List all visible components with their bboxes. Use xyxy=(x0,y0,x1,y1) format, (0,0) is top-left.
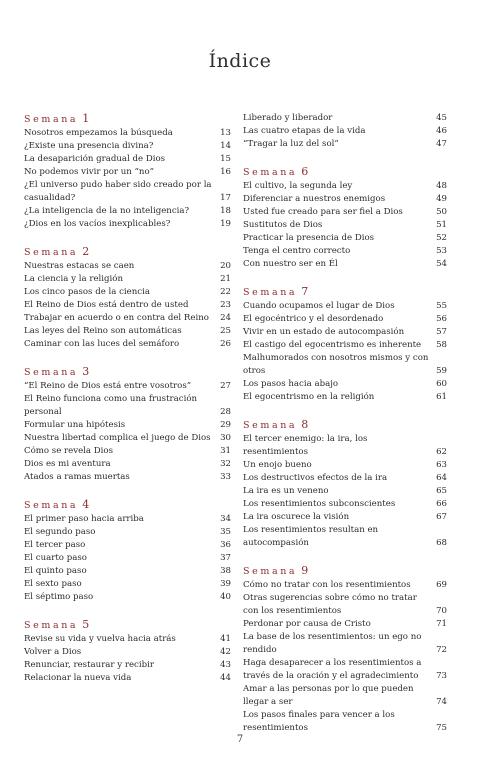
toc-section xyxy=(243,285,447,404)
entry-page: 54 xyxy=(436,259,447,269)
toc-entry[interactable] xyxy=(243,300,447,313)
entry-page: 60 xyxy=(436,379,447,389)
entry-page: 18 xyxy=(220,206,231,216)
entry-title: ¿Existe una presencia divina? xyxy=(24,141,154,151)
entry-page: 64 xyxy=(436,473,447,483)
page-title: Índice xyxy=(208,50,272,72)
entry-title: Un enojo bueno xyxy=(243,460,312,470)
toc-entry[interactable] xyxy=(243,313,447,326)
toc-entry[interactable] xyxy=(24,205,231,218)
entry-page: 46 xyxy=(436,126,447,136)
entry-page: 66 xyxy=(436,499,447,509)
toc-entry[interactable] xyxy=(24,393,231,419)
toc-entry[interactable] xyxy=(24,380,231,393)
toc-entry[interactable] xyxy=(24,286,231,299)
entry-page: 44 xyxy=(220,673,231,683)
toc-entry[interactable] xyxy=(243,125,447,138)
entry-title: Los cinco pasos de la ciencia xyxy=(24,287,150,297)
toc-entry[interactable] xyxy=(243,219,447,232)
toc-entry[interactable] xyxy=(24,153,231,166)
toc-entry[interactable] xyxy=(24,565,231,578)
toc-entry[interactable] xyxy=(243,618,447,631)
section-number: 3 xyxy=(82,365,90,378)
entry-page: 62 xyxy=(436,447,447,457)
entry-page: 71 xyxy=(436,619,447,629)
entry-page: 17 xyxy=(220,193,231,203)
entry-page: 32 xyxy=(220,459,231,469)
entry-title: El segundo paso xyxy=(24,527,96,537)
entry-page: 34 xyxy=(220,514,231,524)
entry-title: El tercer paso xyxy=(24,540,86,550)
toc-entry[interactable] xyxy=(243,592,447,618)
entry-title: Renunciar, restaurar y recibir xyxy=(24,660,154,670)
entry-page: 15 xyxy=(220,154,231,164)
entry-title: Volver a Dios xyxy=(24,647,82,657)
section-heading xyxy=(243,418,447,431)
section-label: Semana xyxy=(24,247,79,258)
entry-title: ¿La inteligencia de la no inteligencia? xyxy=(24,206,190,216)
entry-title: Las cuatro etapas de la vida xyxy=(243,126,366,136)
entry-title: La ciencia y la religión xyxy=(24,274,124,284)
section-number: 9 xyxy=(301,564,309,577)
entry-title: El cuarto paso xyxy=(24,553,87,563)
entry-title: Los resentimientos subconscientes xyxy=(243,499,396,509)
toc-section xyxy=(243,112,447,151)
toc-entry[interactable] xyxy=(24,552,231,565)
entry-page: 50 xyxy=(436,207,447,217)
toc-entry[interactable] xyxy=(243,657,447,683)
toc-section xyxy=(24,245,231,351)
section-heading xyxy=(24,245,231,258)
toc-entry[interactable] xyxy=(243,352,447,378)
toc-entry[interactable] xyxy=(243,258,447,271)
toc-entry[interactable] xyxy=(24,445,231,458)
entry-title: No podemos vivir por un “no” xyxy=(24,167,155,177)
entry-page: 49 xyxy=(436,194,447,204)
entry-page: 38 xyxy=(220,566,231,576)
entry-title: Los resentimientos resultan en autocompasión xyxy=(243,525,379,548)
entry-title: Cuando ocupamos el lugar de Dios xyxy=(243,301,395,311)
entry-page: 45 xyxy=(436,113,447,123)
entry-page: 25 xyxy=(220,326,231,336)
entry-title: El séptimo paso xyxy=(24,592,94,602)
entry-title: “El Reino de Dios está entre vosotros” xyxy=(24,381,192,391)
section-heading xyxy=(243,564,447,577)
entry-page: 40 xyxy=(220,592,231,602)
entry-title: La ira es un veneno xyxy=(243,486,329,496)
entry-page: 19 xyxy=(220,219,231,229)
entry-page: 24 xyxy=(220,313,231,323)
toc-entry[interactable] xyxy=(24,432,231,445)
entry-page: 75 xyxy=(436,723,447,733)
entry-page: 36 xyxy=(220,540,231,550)
toc-entry[interactable] xyxy=(243,245,447,258)
toc-entry[interactable] xyxy=(243,180,447,193)
entry-page: 35 xyxy=(220,527,231,537)
entry-page: 39 xyxy=(220,579,231,589)
entry-title: Liberado y liberador xyxy=(243,113,333,123)
toc-entry[interactable] xyxy=(243,206,447,219)
entry-title: Tenga el centro correcto xyxy=(243,246,351,256)
entry-title: El tercer enemigo: la ira, los resentimientos xyxy=(243,434,368,457)
toc-section xyxy=(24,618,231,685)
section-label: Semana xyxy=(24,620,79,631)
toc-section xyxy=(24,498,231,604)
entry-title: Diferenciar a nuestros enemigos xyxy=(243,194,386,204)
toc-entry[interactable] xyxy=(24,325,231,338)
toc-entry[interactable] xyxy=(24,646,231,659)
entry-title: Nosotros empezamos la búsqueda xyxy=(24,128,173,138)
entry-title: Haga desaparecer a los resentimientos a través de la oración y el agradecimiento xyxy=(243,658,422,681)
toc-entry[interactable] xyxy=(243,138,447,151)
entry-page: 56 xyxy=(436,314,447,324)
entry-title: La ira oscurece la visión xyxy=(243,512,350,522)
toc-section xyxy=(243,418,447,550)
entry-title: Otras sugerencias sobre cómo no tratar con los resentimientos xyxy=(243,593,417,616)
section-label: Semana xyxy=(24,500,79,511)
entry-page: 33 xyxy=(220,472,231,482)
entry-title: Practicar la presencia de Dios xyxy=(243,233,375,243)
entry-title: El castigo del egocentrismo es inherente xyxy=(243,340,422,350)
entry-title: Amar a las personas por lo que pueden llegar a ser xyxy=(243,684,414,707)
entry-page: 55 xyxy=(436,301,447,311)
entry-title: Los destructivos efectos de la ira xyxy=(243,473,388,483)
section-label: Semana xyxy=(243,167,298,178)
entry-page: 63 xyxy=(436,460,447,470)
toc-left-column xyxy=(24,112,231,699)
entry-page: 29 xyxy=(220,420,231,430)
toc-entry[interactable] xyxy=(243,709,447,735)
toc-entry[interactable] xyxy=(243,511,447,524)
toc-entry[interactable] xyxy=(243,485,447,498)
entry-page: 65 xyxy=(436,486,447,496)
toc-entry[interactable] xyxy=(24,458,231,471)
section-label: Semana xyxy=(243,566,298,577)
toc-entry[interactable] xyxy=(24,419,231,432)
entry-page: 69 xyxy=(436,580,447,590)
entry-page: 48 xyxy=(436,181,447,191)
toc-entry[interactable] xyxy=(24,526,231,539)
page-number: 7 xyxy=(236,734,244,745)
section-heading xyxy=(24,112,231,125)
section-heading xyxy=(24,618,231,631)
toc-entry[interactable] xyxy=(24,338,231,351)
toc-entry[interactable] xyxy=(243,339,447,352)
section-label: Semana xyxy=(24,114,79,125)
toc-right-column xyxy=(243,112,447,749)
toc-entry[interactable] xyxy=(24,140,231,153)
entry-title: Cómo se revela Dios xyxy=(24,446,113,456)
entry-page: 37 xyxy=(220,553,231,563)
entry-title: El egocentrismo en la religión xyxy=(243,392,375,402)
entry-title: Malhumorados con nosotros mismos y con otros xyxy=(243,353,429,376)
entry-page: 72 xyxy=(436,645,447,655)
entry-page: 23 xyxy=(220,300,231,310)
entry-page: 28 xyxy=(220,407,231,417)
entry-title: Trabajar en acuerdo o en contra del Reino xyxy=(24,313,209,323)
entry-title: Perdonar por causa de Cristo xyxy=(243,619,371,629)
toc-entry[interactable] xyxy=(243,378,447,391)
toc-entry[interactable] xyxy=(243,326,447,339)
entry-page: 52 xyxy=(436,233,447,243)
entry-title: Revise su vida y vuelva hacia atrás xyxy=(24,634,176,644)
entry-title: Los pasos hacia abajo xyxy=(243,379,339,389)
entry-page: 41 xyxy=(220,634,231,644)
section-number: 7 xyxy=(301,285,309,298)
entry-page: 21 xyxy=(220,274,231,284)
entry-title: Formular una hipótesis xyxy=(24,420,126,430)
entry-page: 51 xyxy=(436,220,447,230)
entry-page: 27 xyxy=(220,381,231,391)
entry-page: 22 xyxy=(220,287,231,297)
toc-entry[interactable] xyxy=(24,260,231,273)
toc-entry[interactable] xyxy=(243,459,447,472)
entry-title: El egocéntrico y el desordenado xyxy=(243,314,384,324)
section-heading xyxy=(243,285,447,298)
section-label: Semana xyxy=(243,420,298,431)
entry-page: 73 xyxy=(436,671,447,681)
entry-title: Las leyes del Reino son automáticas xyxy=(24,326,182,336)
entry-title: “Tragar la luz del sol” xyxy=(243,139,339,149)
entry-page: 67 xyxy=(436,512,447,522)
toc-entry[interactable] xyxy=(243,631,447,657)
toc-entry[interactable] xyxy=(243,524,447,550)
toc-entry[interactable] xyxy=(24,273,231,286)
entry-page: 14 xyxy=(220,141,231,151)
entry-title: El cultivo, la segunda ley xyxy=(243,181,353,191)
entry-page: 70 xyxy=(436,606,447,616)
entry-title: Los pasos finales para vencer a los resentimientos xyxy=(243,710,395,733)
toc-entry[interactable] xyxy=(24,471,231,484)
entry-title: La desaparición gradual de Dios xyxy=(24,154,166,164)
section-number: 1 xyxy=(82,112,90,125)
toc-entry[interactable] xyxy=(24,659,231,672)
toc-entry[interactable] xyxy=(243,472,447,485)
toc-entry[interactable] xyxy=(24,179,231,205)
toc-entry[interactable] xyxy=(24,672,231,685)
entry-title: El Reino funciona como una frustración personal xyxy=(24,394,198,417)
section-label: Semana xyxy=(24,367,79,378)
entry-title: Atados a ramas muertas xyxy=(24,472,130,482)
toc-entry[interactable] xyxy=(24,578,231,591)
entry-title: Cómo no tratar con los resentimientos xyxy=(243,580,411,590)
entry-page: 58 xyxy=(436,340,447,350)
entry-title: Dios es mi aventura xyxy=(24,459,111,469)
entry-page: 30 xyxy=(220,433,231,443)
toc-entry[interactable] xyxy=(24,218,231,231)
entry-title: El primer paso hacia arriba xyxy=(24,514,144,524)
toc-entry[interactable] xyxy=(24,312,231,325)
toc-entry[interactable] xyxy=(243,193,447,206)
entry-title: Con nuestro ser en Él xyxy=(243,259,338,269)
section-heading xyxy=(24,498,231,511)
toc-entry[interactable] xyxy=(24,127,231,140)
entry-title: El Reino de Dios está dentro de usted xyxy=(24,300,189,310)
toc-entry[interactable] xyxy=(24,591,231,604)
entry-page: 16 xyxy=(220,167,231,177)
toc-entry[interactable] xyxy=(243,232,447,245)
entry-title: ¿Dios en los vacíos inexplicables? xyxy=(24,219,171,229)
entry-page: 20 xyxy=(220,261,231,271)
entry-title: Caminar con las luces del semáforo xyxy=(24,339,180,349)
section-number: 5 xyxy=(82,618,90,631)
entry-title: Nuestra libertad complica el juego de Dios xyxy=(24,433,211,443)
section-label: Semana xyxy=(243,287,298,298)
entry-title: El sexto paso xyxy=(24,579,82,589)
toc-entry[interactable] xyxy=(243,683,447,709)
toc-entry[interactable] xyxy=(24,539,231,552)
entry-page: 74 xyxy=(436,697,447,707)
entry-title: Sustitutos de Dios xyxy=(243,220,323,230)
entry-page: 57 xyxy=(436,327,447,337)
toc-entry[interactable] xyxy=(243,433,447,459)
entry-title: Vivir en un estado de autocompasión xyxy=(243,327,405,337)
entry-page: 61 xyxy=(436,392,447,402)
toc-entry[interactable] xyxy=(243,391,447,404)
toc-entry[interactable] xyxy=(24,513,231,526)
entry-title: Nuestras estacas se caen xyxy=(24,261,135,271)
toc-entry[interactable] xyxy=(24,299,231,312)
toc-section xyxy=(243,165,447,271)
entry-page: 26 xyxy=(220,339,231,349)
toc-section xyxy=(24,112,231,231)
entry-title: Usted fue creado para ser fiel a Dios xyxy=(243,207,403,217)
entry-title: El quinto paso xyxy=(24,566,87,576)
section-number: 6 xyxy=(301,165,309,178)
toc-entry[interactable] xyxy=(243,579,447,592)
entry-page: 31 xyxy=(220,446,231,456)
entry-title: ¿El universo pudo haber sido creado por la casualidad? xyxy=(24,180,212,203)
entry-page: 53 xyxy=(436,246,447,256)
section-heading xyxy=(243,165,447,178)
entry-page: 59 xyxy=(436,366,447,376)
entry-page: 47 xyxy=(436,139,447,149)
section-number: 8 xyxy=(301,418,309,431)
toc-entry[interactable] xyxy=(24,166,231,179)
toc-entry[interactable] xyxy=(24,633,231,646)
section-heading xyxy=(24,365,231,378)
section-number: 4 xyxy=(82,498,90,511)
entry-page: 42 xyxy=(220,647,231,657)
entry-title: La base de los resentimientos: un ego no rendido xyxy=(243,632,422,655)
toc-entry[interactable] xyxy=(243,498,447,511)
toc-section xyxy=(24,365,231,484)
entry-page: 68 xyxy=(436,538,447,548)
entry-page: 43 xyxy=(220,660,231,670)
toc-section xyxy=(243,564,447,735)
entry-title: Relacionar la nueva vida xyxy=(24,673,132,683)
section-number: 2 xyxy=(82,245,90,258)
entry-page: 13 xyxy=(220,128,231,138)
toc-entry[interactable] xyxy=(243,112,447,125)
